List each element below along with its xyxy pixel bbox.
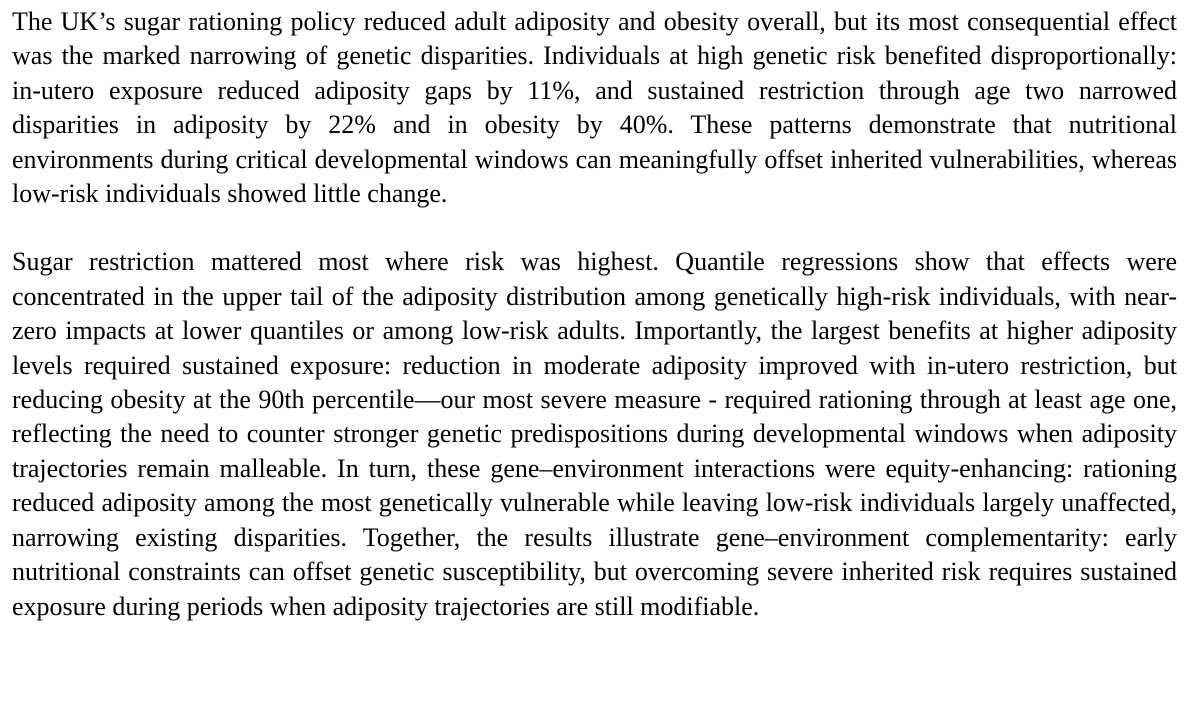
document-body	[12, 5, 1177, 624]
paragraph-quantile-results: Sugar restriction mattered most where risk was highest. Quantile regressions show that effects were concentrated in the upper tail of the adiposity distribution among genetically high-risk individuals, with near-zero impacts at lower quantiles or among low-risk adults. Importantly, the largest benefits at higher adiposity levels required sustained exposure: reduction in moderate adiposity improved with in-utero restriction, but reducing obesity at the 90th percentile—our most severe measure - required rationing through at least age one, reflecting the need to counter stronger genetic predispositions during developmental windows when adiposity trajectories remain malleable. In turn, these gene–environment interactions were equity-enhancing: rationing reduced adiposity among the most genetically vulnerable while leaving low-risk individuals largely unaffected, narrowing existing disparities. Together, the results illustrate gene–environment complementarity: early nutritional constraints can offset genetic susceptibility, but overcoming severe inherited risk requires sustained exposure during periods when adiposity trajectories are still modifiable.	[12, 247, 1177, 621]
paragraph-policy-effects: The UK’s sugar rationing policy reduced adult adiposity and obesity overall, but its most consequential effect was the marked narrowing of genetic disparities. Individuals at high genetic risk benefited disproportionally: in-utero exposure reduced adiposity gaps by 11%, and sustained restriction through age two narrowed disparities in adiposity by 22% and in obesity by 40%. These patterns demonstrate that nutritional environments during critical developmental windows can meaningfully offset inherited vulnerabilities, whereas low-risk individuals showed little change.	[12, 7, 1177, 209]
